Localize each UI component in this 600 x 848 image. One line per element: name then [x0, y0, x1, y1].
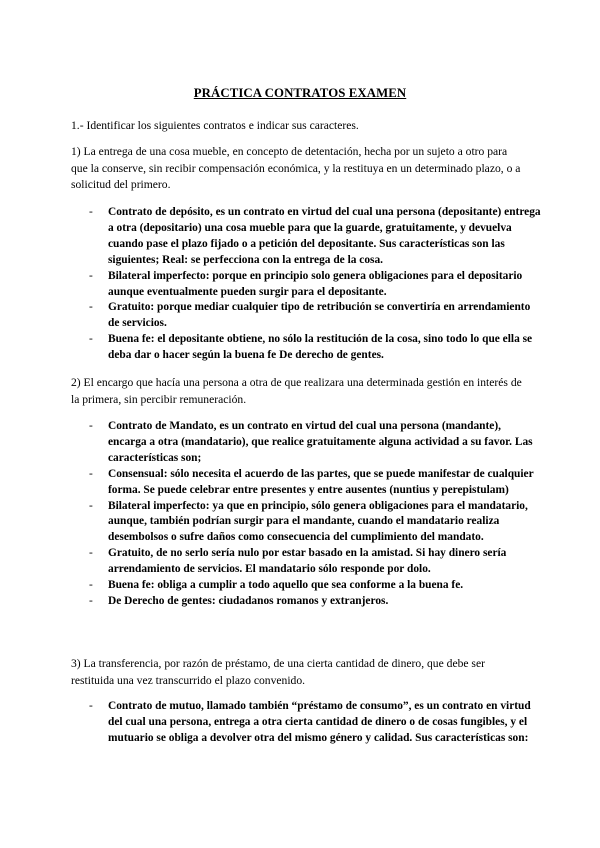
list-item: - Contrato de depósito, es un contrato en virtud del cual una persona (depositante) entrega a otra (depositario) una cosa mueble para que la guarde, gratuitamente, y devuelva cuando pase el plazo fijado o a petición del depositante. Sus características son las siguientes; Real: se perfecciona con la entrega de la cosa. [89, 206, 541, 266]
list-item: - Bilateral imperfecto: ya que en principio, sólo genera obligaciones para el mandatario, aunque, también podrían surgir para el mandante, cuando el mandatario realiza desembolsos o sufre daños como consecuencia del cumplimiento del mandato. [89, 499, 528, 544]
list-item: - Contrato de mutuo, llamado también “préstamo de consumo”, es un contrato en virtud del cual una persona, entrega a otra cierta cantidad de dinero o de cosas fungibles, y el mutuario se obliga a devolver otra del mismo género y calidad. Sus características son: [89, 700, 531, 744]
dash-bullet: - [89, 420, 93, 432]
section-2-prompt: 2) El encargo que hacía una persona a otra de que realizara una determinada gestión en interés de la primera, sin percibir remuneración. [71, 376, 522, 406]
dash-bullet: - [89, 579, 93, 592]
section-3-prompt: 3) La transferencia, por razón de préstamo, de una cierta cantidad de dinero, que debe ser restituida una vez transcurrido el plazo convenido. [71, 657, 485, 687]
page-title: PRÁCTICA CONTRATOS EXAMEN [193, 86, 407, 100]
section-1-list [71, 205, 541, 364]
dash-bullet: - [89, 206, 93, 218]
list-item: - Bilateral imperfecto: porque en principio solo genera obligaciones para el depositario aunque eventualmente pueden surgir para el depositante. [89, 269, 523, 298]
list-item: - Contrato de Mandato, es un contrato en virtud del cual una persona (mandante), encarga a otra (mandatario), que realice gratuitamente alguna actividad a su favor. Las características son; [89, 420, 533, 464]
list-item: - Gratuito: porque mediar cualquier tipo de retribución se convertiría en arrendamiento de servicios. [89, 301, 531, 330]
list-item: - Buena fe: el depositante obtiene, no sólo la restitución de la cosa, sino todo lo que ella se deba dar o hacer según la buena fe De derecho de gentes. [89, 333, 533, 362]
list-item: - Gratuito, de no serlo sería nulo por estar basado en la amistad. Si hay dinero sería arrendamiento de servicios. El mandatario sólo responde por dolo. [89, 547, 507, 576]
section-2-list [71, 419, 541, 610]
list-item: - Consensual: sólo necesita el acuerdo de las partes, que se puede manifestar de cualquier forma. Se puede celebrar entre presentes y entre ausentes (nuntius y perepistulam) [89, 467, 534, 496]
dash-bullet: - [89, 499, 93, 512]
section-1-prompt: 1) La entrega de una cosa mueble, en concepto de detentación, hecha por un sujeto a otro para que la conserve, sin recibir compensación económica, y la restituya en un determinado plazo, o a solicitud del primero. [71, 145, 521, 191]
dash-bullet: - [89, 547, 93, 560]
dash-bullet: - [89, 269, 93, 282]
list-item: - De Derecho de gentes: ciudadanos romanos y extranjeros. [71, 594, 541, 610]
intro-line: 1.- Identificar los siguientes contratos e indicar sus caracteres. [71, 119, 359, 132]
section-3-list [71, 699, 541, 747]
dash-bullet: - [89, 301, 93, 314]
dash-bullet: - [89, 594, 93, 607]
dash-bullet: - [89, 700, 93, 712]
list-item: - Buena fe: obliga a cumplir a todo aquello que sea conforme a la buena fe. [71, 578, 541, 594]
dash-bullet: - [89, 467, 93, 480]
dash-bullet: - [89, 333, 93, 346]
